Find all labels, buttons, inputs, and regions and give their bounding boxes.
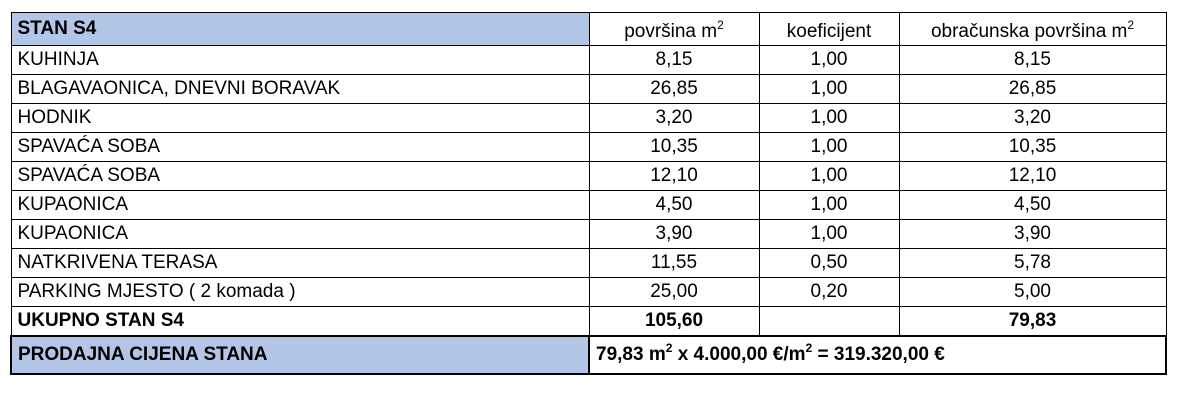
price-label: PRODAJNA CIJENA STANA — [11, 336, 589, 374]
apartment-title: STAN S4 — [11, 13, 589, 46]
room-name: BLAGAVAONICA, DNEVNI BORAVAK — [11, 75, 589, 104]
room-coefficient: 1,00 — [759, 191, 899, 220]
table-header-row — [11, 13, 1166, 46]
table-row — [11, 191, 1166, 220]
room-coefficient: 1,00 — [759, 220, 899, 249]
price-part3: = 319.320,00 € — [812, 344, 945, 365]
price-part1: 79,83 m — [596, 344, 666, 365]
col-header-area-sup: 2 — [717, 18, 724, 32]
room-name: HODNIK — [11, 104, 589, 133]
total-row — [11, 307, 1166, 337]
table-row — [11, 249, 1166, 278]
price-part2: x 4.000,00 €/m — [672, 344, 806, 365]
room-calc-area: 26,85 — [899, 75, 1166, 104]
price-sup2: 2 — [805, 341, 813, 355]
room-name: KUPAONICA — [11, 220, 589, 249]
col-header-coefficient: koeficijent — [759, 13, 899, 46]
room-coefficient: 1,00 — [759, 46, 899, 75]
room-name: SPAVAĆA SOBA — [11, 162, 589, 191]
room-calc-area: 12,10 — [899, 162, 1166, 191]
room-rows — [11, 46, 1166, 307]
room-name: SPAVAĆA SOBA — [11, 133, 589, 162]
room-area: 12,10 — [589, 162, 759, 191]
room-area: 11,55 — [589, 249, 759, 278]
col-header-calc-area — [899, 13, 1166, 46]
apartment-area-table — [10, 12, 1167, 375]
table-row — [11, 162, 1166, 191]
total-calc-area: 79,83 — [899, 307, 1166, 337]
room-area: 3,90 — [589, 220, 759, 249]
room-calc-area: 10,35 — [899, 133, 1166, 162]
room-area: 8,15 — [589, 46, 759, 75]
table-row — [11, 104, 1166, 133]
price-row — [11, 336, 1166, 374]
room-calc-area: 3,20 — [899, 104, 1166, 133]
room-coefficient: 0,20 — [759, 278, 899, 307]
col-header-calc-area-text: obračunska površina m — [930, 21, 1128, 42]
room-coefficient: 0,50 — [759, 249, 899, 278]
table-row — [11, 220, 1166, 249]
col-header-area-text: površina m — [624, 21, 718, 42]
room-coefficient: 1,00 — [759, 133, 899, 162]
room-area: 25,00 — [589, 278, 759, 307]
room-calc-area: 5,78 — [899, 249, 1166, 278]
price-formula — [589, 336, 1166, 374]
col-header-area — [589, 13, 759, 46]
room-name: PARKING MJESTO ( 2 komada ) — [11, 278, 589, 307]
col-header-calc-area-sup: 2 — [1127, 18, 1135, 32]
table-row — [11, 75, 1166, 104]
room-calc-area: 4,50 — [899, 191, 1166, 220]
room-area: 10,35 — [589, 133, 759, 162]
room-coefficient: 1,00 — [759, 75, 899, 104]
room-calc-area: 5,00 — [899, 278, 1166, 307]
table-row — [11, 133, 1166, 162]
price-sup1: 2 — [665, 341, 673, 355]
room-name: KUHINJA — [11, 46, 589, 75]
total-area: 105,60 — [589, 307, 759, 337]
room-name: KUPAONICA — [11, 191, 589, 220]
room-area: 26,85 — [589, 75, 759, 104]
table-row — [11, 278, 1166, 307]
room-coefficient: 1,00 — [759, 162, 899, 191]
table-row — [11, 46, 1166, 75]
room-area: 3,20 — [589, 104, 759, 133]
room-coefficient: 1,00 — [759, 104, 899, 133]
total-label: UKUPNO STAN S4 — [11, 307, 589, 337]
room-area: 4,50 — [589, 191, 759, 220]
total-coef-empty — [759, 307, 899, 337]
room-name: NATKRIVENA TERASA — [11, 249, 589, 278]
room-calc-area: 3,90 — [899, 220, 1166, 249]
room-calc-area: 8,15 — [899, 46, 1166, 75]
